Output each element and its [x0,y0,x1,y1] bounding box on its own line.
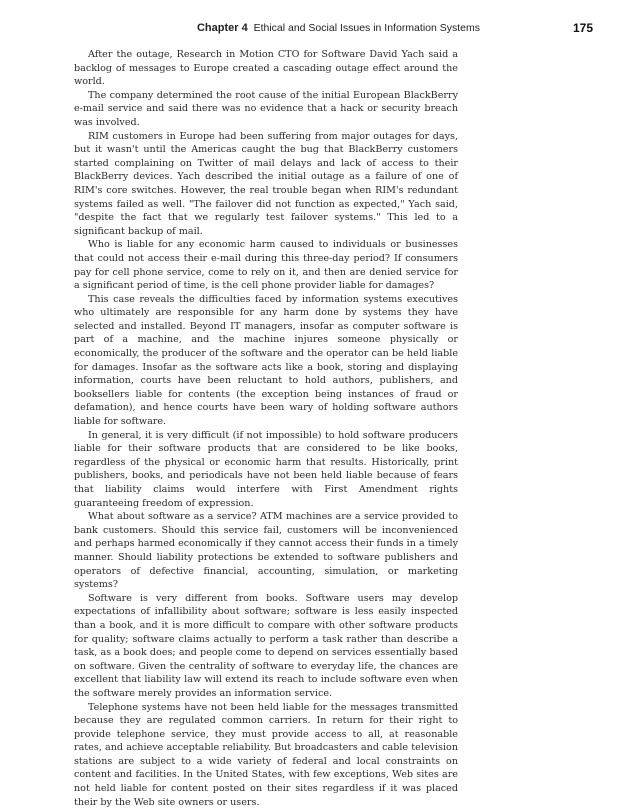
paragraph: This case reveals the difficulties faced by information systems executives who ultimately are responsible for any harm done by systems they have selected and installed. Beyond IT managers, insofar as computer software is part of a machine, and the machine injures someone physically or economically, the producer of the software and the operator can be held liable for damages. Insofar as the software acts like a book, storing and displaying information, courts have been reluctant to hold authors, publishers, and booksellers liable for contents (the exception being instances of fraud or defamation), and hence courts have been wary of holding software authors liable for software. [74,293,458,429]
paragraph: Who is liable for any economic harm caused to individuals or businesses that could not access their e-mail during this three-day period? If consumers pay for cell phone service, come to rely on it, and then are denied service for a significant period of time, is the cell phone provider liable for damages? [74,238,458,292]
paragraph: In general, it is very difficult (if not impossible) to hold software producers liable for their software products that are considered to be like books, regardless of the physical or economic harm that results. Historically, print publishers, books, and periodicals have not been held liable because of fears that liability claims would interfere with First Amendment rights guaranteeing freedom of expression. [74,429,458,511]
paragraph: Software is very different from books. Software users may develop expectations of infallibility about software; software is less easily inspected than a book, and it is more difficult to compare with other software products for quality; software claims actually to perform a task rather than describe a task, as a book does; and people come to depend on services essentially based on software. Given the centrality of software to everyday life, the chances are excellent that liability law will extend its reach to include software even when the software merely provides an information service. [74,592,458,701]
body-text [74,48,458,809]
running-header [0,22,625,38]
paragraph: Telephone systems have not been held liable for the messages transmitted because they are regulated common carriers. In return for their right to provide telephone service, they must provide access to all, at reasonable rates, and achieve acceptable reliability. But broadcasters and cable television stations are subject to a wide variety of federal and local constraints on content and facilities. In the United States, with few exceptions, Web sites are not held liable for content posted on their sites regardless if it was placed their by the Web site owners or users. [74,701,458,809]
paragraph: After the outage, Research in Motion CTO for Software David Yach said a backlog of messages to Europe created a cascading outage effect around the world. [74,48,458,89]
chapter-label: Chapter 4 [197,22,248,34]
chapter-title: Ethical and Social Issues in Information Systems [254,22,480,34]
page-number: 175 [573,21,593,35]
paragraph: RIM customers in Europe had been suffering from major outages for days, but it wasn't until the Americas caught the bug that BlackBerry customers started complaining on Twitter of mail delays and lack of access to their BlackBerry devices. Yach described the initial outage as a failure of one of RIM's core switches. However, the real trouble began when RIM's redundant systems failed as well. "The failover did not function as expected," Yach said, "despite the fact that we regularly test failover systems." This led to a significant backup of mail. [74,130,458,239]
paragraph: The company determined the root cause of the initial European BlackBerry e-mail service and said there was no evidence that a hack or security breach was involved. [74,89,458,130]
running-header-chapter [197,22,480,34]
paragraph: What about software as a service? ATM machines are a service provided to bank customers. Should this service fail, customers will be inconvenienced and perhaps harmed economically if they cannot access their funds in a timely manner. Should liability protections be extended to software publishers and operators of defective financial, accounting, simulation, or marketing systems? [74,510,458,592]
